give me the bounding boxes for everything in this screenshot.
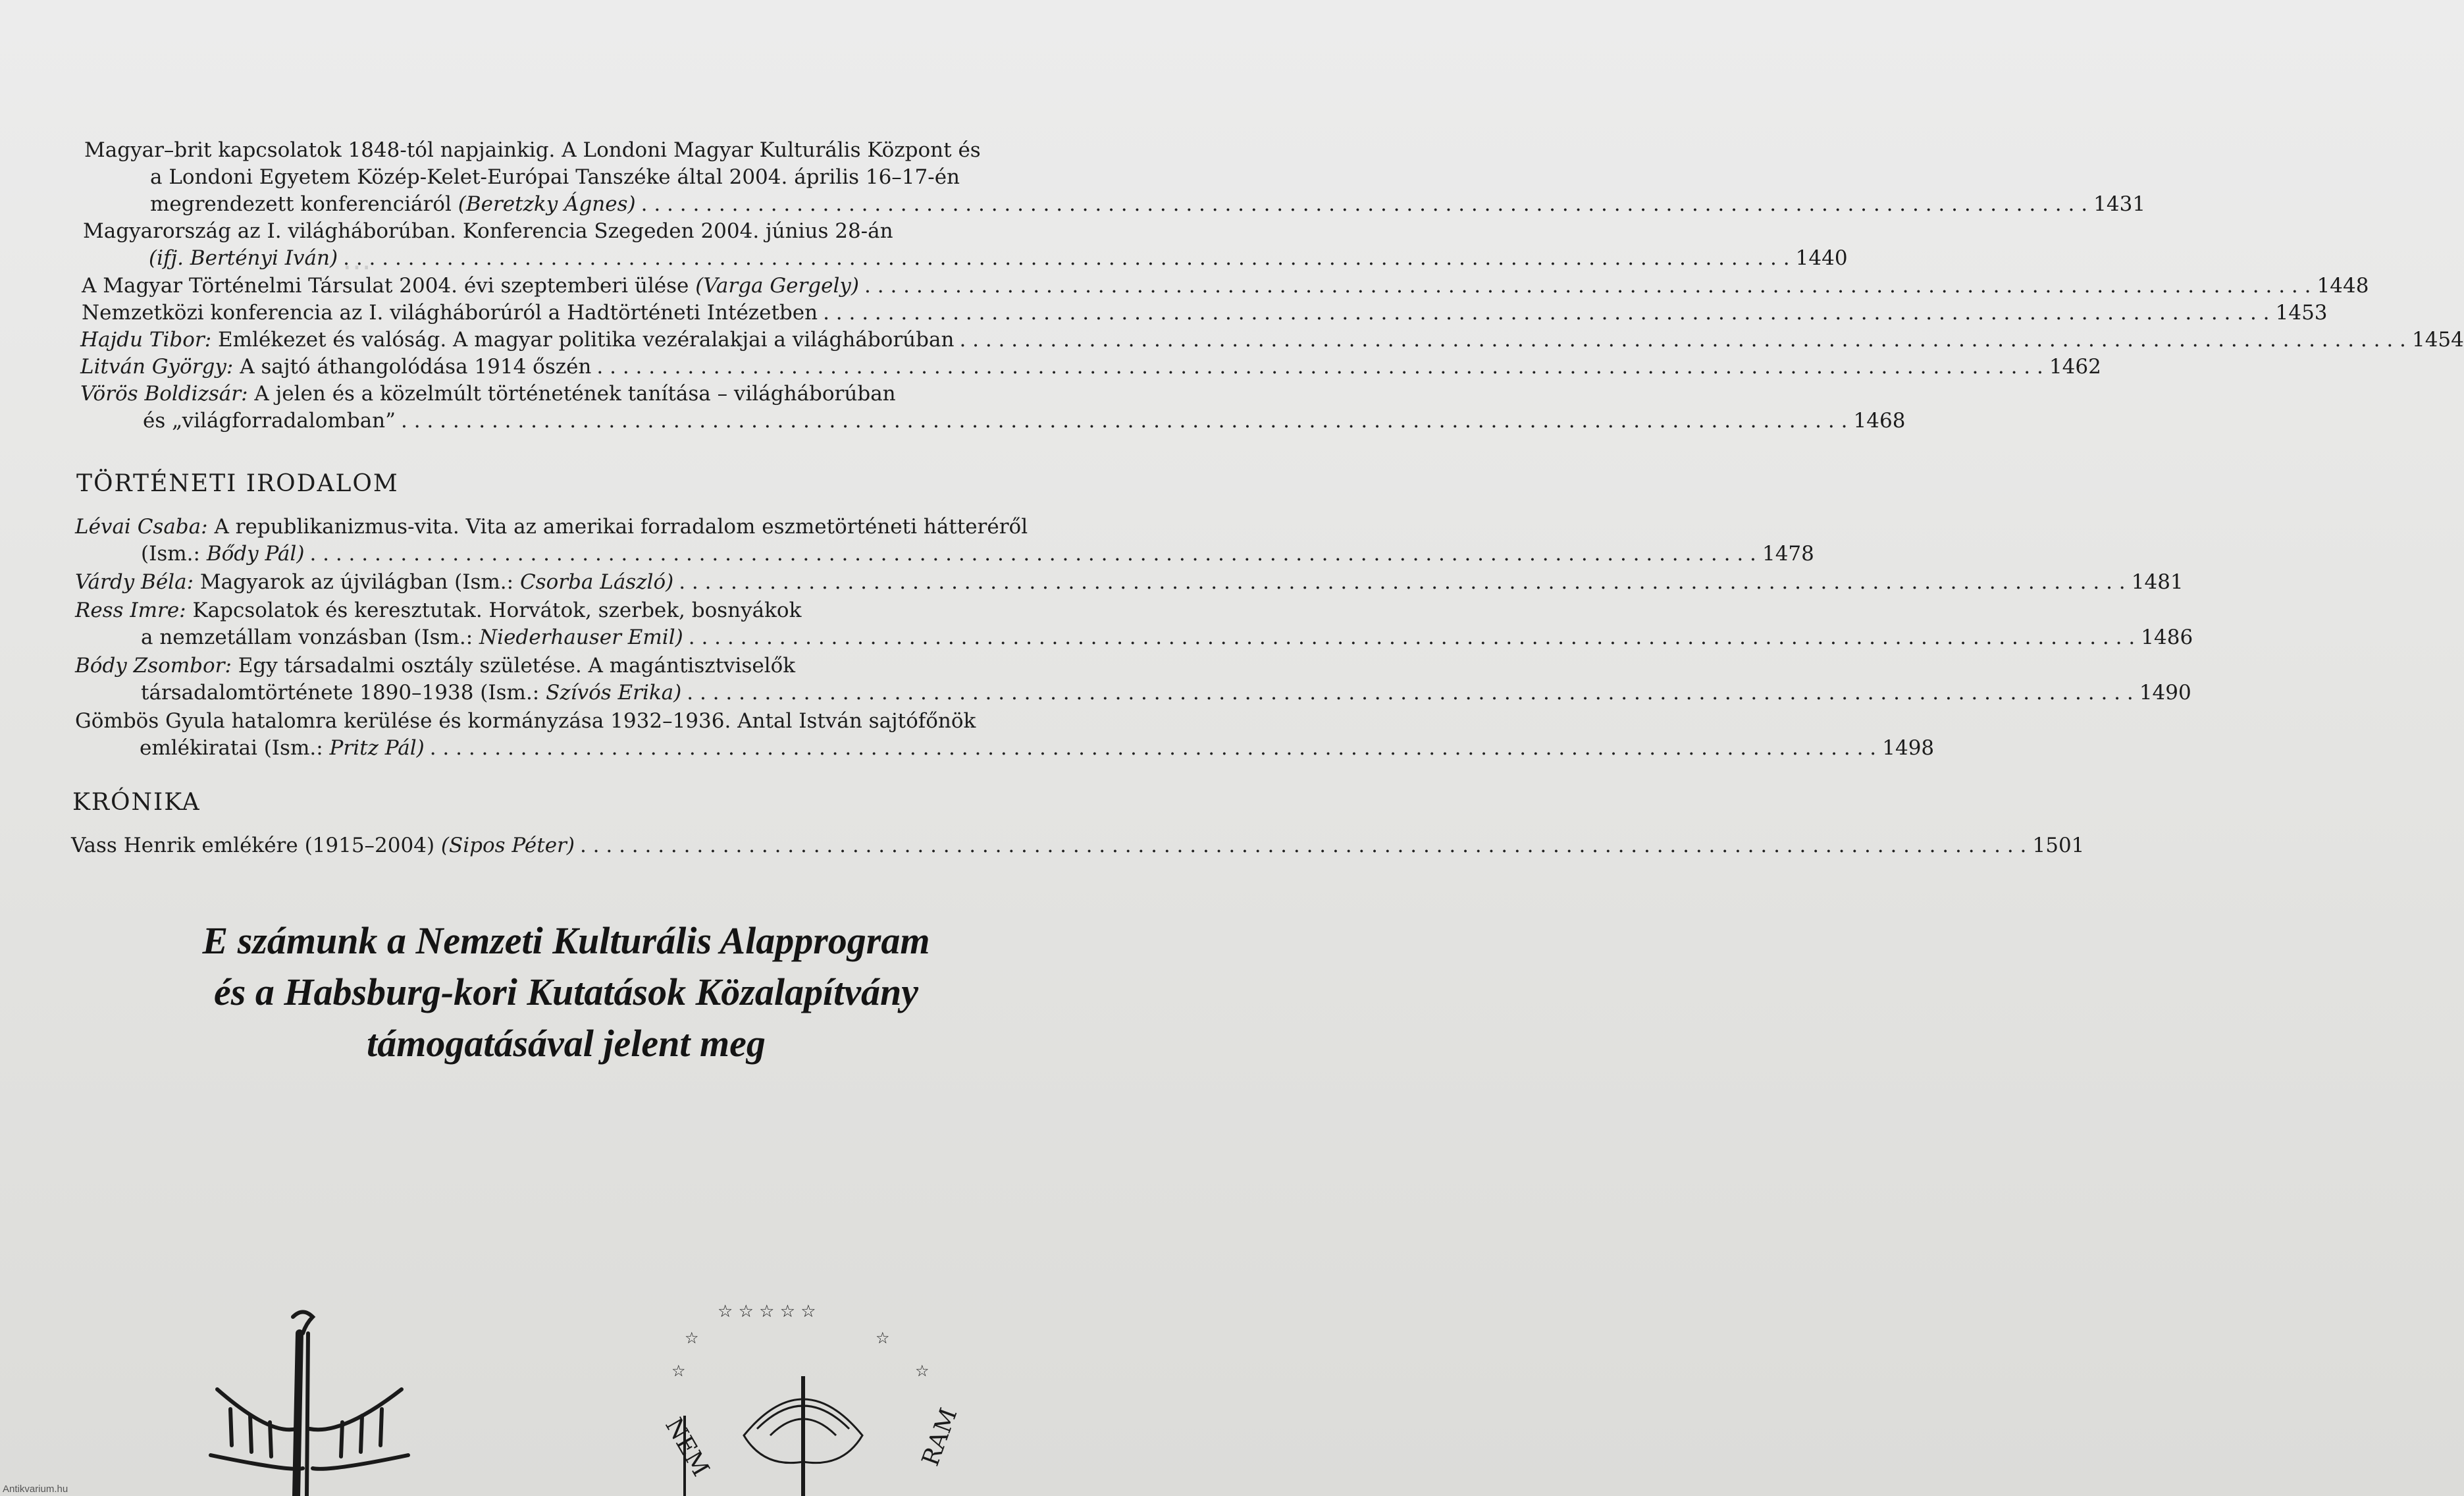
notice-line: támogatásával jelent meg [367, 1022, 766, 1065]
toc-entry[interactable] [83, 218, 1848, 272]
page-number: 1478 [1762, 542, 1814, 566]
entry-title: Emlékezet és valóság. A magyar politika vezéralakjai a világháborúban [218, 328, 955, 352]
entry-author: Hajdu Tibor: [80, 328, 212, 352]
leader-dots [823, 300, 2269, 327]
toc-entry[interactable] [75, 708, 1935, 762]
page-number: 1498 [1882, 736, 1935, 760]
entry-author: Ress Imre: [75, 599, 186, 622]
leader-dots [689, 624, 2135, 651]
nka-logo [645, 1304, 994, 1496]
toc-entry[interactable] [75, 569, 2184, 596]
leader-dots [864, 273, 2311, 300]
entry-author: Lévai Csaba: [75, 515, 208, 539]
page-number: 1453 [2275, 301, 2328, 325]
entry-title: és „világforradalomban” [143, 409, 396, 433]
entry-reviewer: (Beretzky Ágnes) [458, 192, 636, 216]
entry-reviewer: Csorba László) [519, 570, 674, 594]
leader-dots [687, 680, 2133, 707]
entry-title: Magyarok az újvilágban (Ism.: [199, 570, 514, 594]
entry-line: a Londoni Egyetem Közép-Kelet-Európai Tanszéke által 2004. április 16–17-én [150, 165, 960, 189]
toc-entry[interactable] [75, 597, 2193, 651]
entry-author: Bódy Zsombor: [75, 654, 232, 678]
svg-text:☆: ☆ [671, 1362, 686, 1380]
page-number: 1448 [2317, 274, 2369, 298]
toc-entry[interactable] [75, 653, 2191, 707]
entry-line: Magyarország az I. világháborúban. Konferencia Szegeden 2004. június 28-án [83, 219, 893, 243]
page-number: 1454 [2411, 328, 2464, 352]
entry-title: társadalomtörténete 1890–1938 (Ism.: [141, 681, 540, 705]
page-number: 1486 [2141, 626, 2193, 649]
entry-title: emlékiratai (Ism.: [140, 736, 323, 760]
section-heading-irodalom: TÖRTÉNETI IRODALOM [76, 470, 399, 497]
entry-line: A republikanizmus-vita. Vita az amerikai forradalom eszmetörténeti hátteréről [214, 515, 1028, 539]
toc-conference-reports [72, 137, 2464, 435]
watermark: Antikvarium.hu [3, 1483, 68, 1495]
entry-line: Kapcsolatok és keresztutak. Horvátok, szerbek, bosnyákok [192, 599, 802, 622]
svg-text:☆: ☆ [876, 1329, 890, 1347]
entry-reviewer: Szívós Erika) [546, 681, 682, 705]
entry-title: (Ism.: [141, 542, 200, 566]
leader-dots [343, 245, 1789, 272]
entry-title: megrendezett konferenciáról [150, 192, 452, 216]
toc-entry[interactable] [75, 514, 1814, 568]
toc-entry[interactable] [82, 273, 2369, 300]
entry-title: a nemzetállam vonzásban (Ism.: [141, 626, 473, 649]
leader-dots [309, 541, 1756, 568]
entry-reviewer: Bődy Pál) [206, 542, 305, 566]
toc-entry[interactable] [84, 137, 2146, 218]
entry-author: Vörös Boldizsár: [80, 382, 248, 406]
svg-text:NEM: NEM [660, 1413, 715, 1482]
entry-author: Litván György: [80, 355, 234, 379]
entry-author: Várdy Béla: [75, 570, 194, 594]
leader-dots [959, 327, 2405, 354]
entry-reviewer: (ifj. Bertényi Iván) [149, 246, 338, 270]
page-number: 1481 [2131, 570, 2184, 594]
notice-line: E számunk a Nemzeti Kulturális Alapprogram [202, 919, 930, 962]
toc-entry[interactable] [80, 354, 2101, 381]
leader-dots [596, 354, 2043, 381]
page-number: 1501 [2032, 834, 2085, 857]
toc-literature [75, 514, 2193, 762]
toc-entry[interactable] [80, 327, 2464, 354]
habsburg-foundation-logo [191, 1304, 428, 1496]
support-notice [99, 915, 1034, 1069]
entry-title: Vass Henrik emlékére (1915–2004) [71, 834, 435, 857]
notice-line: és a Habsburg-kori Kutatások Közalapítvány [214, 971, 918, 1013]
entry-reviewer: (Sipos Péter) [440, 834, 575, 857]
bleed-through: ⋯ [342, 251, 371, 283]
svg-text:RAM: RAM [917, 1404, 963, 1470]
page-number: 1490 [2139, 681, 2191, 705]
svg-text:☆: ☆ [685, 1329, 699, 1347]
toc-entry[interactable] [71, 832, 2085, 859]
entry-title: A Magyar Történelmi Társulat 2004. évi szeptemberi ülése [82, 274, 689, 298]
svg-text:☆ ☆ ☆ ☆ ☆: ☆ ☆ ☆ ☆ ☆ [718, 1302, 816, 1322]
entry-reviewer: Niederhauser Emil) [479, 626, 683, 649]
leader-dots [641, 191, 2087, 218]
page-number: 1468 [1853, 409, 1906, 433]
leader-dots [679, 569, 2125, 596]
leader-dots [401, 408, 1847, 435]
section-heading-kronika: KRÓNIKA [72, 789, 201, 816]
entry-title: A sajtó áthangolódása 1914 őszén [240, 355, 592, 379]
page-number: 1431 [2093, 192, 2146, 216]
entry-line: A jelen és a közelmúlt történetének tanítása – világháborúban [254, 382, 896, 406]
entry-title: Nemzetközi konferencia az I. világháborúról a Hadtörténeti Intézetben [82, 301, 818, 325]
svg-text:☆: ☆ [915, 1362, 930, 1380]
leader-dots [430, 735, 1876, 762]
entry-line: Magyar–brit kapcsolatok 1848-tól napjainkig. A Londoni Magyar Kulturális Központ és [84, 138, 981, 162]
toc-chronicle [71, 832, 2085, 859]
page-number: 1462 [2049, 355, 2101, 379]
toc-entry[interactable] [80, 381, 1906, 435]
entry-line: Gömbös Gyula hatalomra kerülése és kormányzása 1932–1936. Antal István sajtófőnök [75, 709, 976, 733]
toc-entry[interactable] [82, 300, 2328, 327]
entry-reviewer: Pritz Pál) [329, 736, 425, 760]
leader-dots [580, 832, 2026, 859]
page-number: 1440 [1795, 246, 1848, 270]
entry-reviewer: (Varga Gergely) [695, 274, 860, 298]
entry-line: Egy társadalmi osztály születése. A magántisztviselők [238, 654, 796, 678]
